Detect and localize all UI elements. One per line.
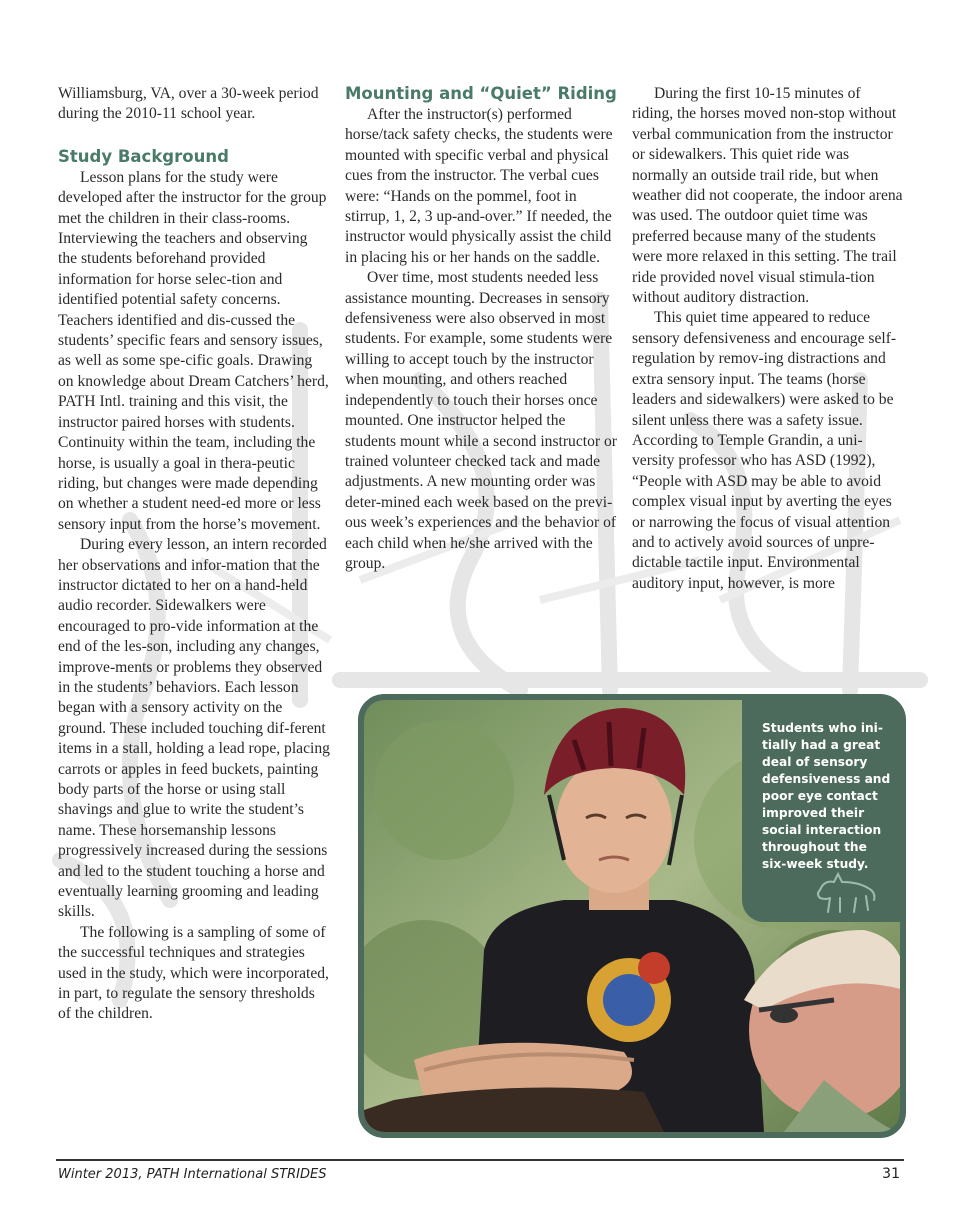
horse-doodle-icon	[810, 870, 880, 918]
text-column-2	[345, 84, 617, 574]
text-column-1	[58, 84, 330, 1025]
body-paragraph: After the instructor(s) performed horse/tack safety checks, the students were mounted with specific verbal and physical cues from the instructor. The verbal cues were: “Hands on the pommel, foot in stirrup, 1, 2, 3 up-and-over.” If needed, the instructor would physically assist the child in placing his or her hands on the saddle.	[345, 106, 613, 266]
section-heading-study-background: Study Background	[58, 146, 229, 166]
text-column-3	[632, 84, 904, 594]
body-paragraph: Lesson plans for the study were developed after the instructor for the group met the children in their class-rooms. Interviewing the teachers and observing the students beforehand provided information for horse selec-tion and identified potential safety concerns. Teachers identified and dis-cussed the students’ specific fears and sensory issues, as well as some spe-cific goals. Drawing on knowledge about Dream Catchers’ herd, PATH Intl. training and this visit, the instructor paired horses with students. Continuity within the team, including the horse, is usually a goal in thera-peutic riding, but changes were made depending on whether a student need-ed more or less sensory input from the horse’s movement.	[58, 168, 329, 533]
body-paragraph: During every lesson, an intern recorded her observations and infor-mation that the instructor dictated to her on a hand-held audio recorder. Sidewalkers were encouraged to pro-vide information at the end of the les-son, including any changes, improve-ments or problems they observed in the students’ behaviors. Each lesson began with a sensory activity on the ground. These included touching dif-ferent items in a stall, holding a lead rope, placing carrots or apples in feed buckets, painting body parts of the horse or using stall shavings and glue to write the student’s name. These horsemanship lessons progressively increased during the sessions and led to the student touching a horse and eventually learning grooming and leading skills.	[58, 536, 330, 921]
page-number: 31	[882, 1166, 900, 1182]
section-heading-mounting: Mounting and “Quiet” Riding	[345, 84, 617, 103]
photo-caption	[742, 700, 900, 922]
caption-text: Students who ini-tially had a great deal of sensory defensiveness and poor eye contact improved their social interaction throughout the six-week study.	[762, 721, 891, 871]
body-paragraph: The following is a sampling of some of the successful techniques and strategies used in the study, which were incorporated, in part, to regulate the sensory thresholds of the children.	[58, 923, 329, 1023]
intro-paragraph: Williamsburg, VA, over a 30-week period during the 2010-11 school year.	[58, 85, 319, 123]
body-paragraph: This quiet time appeared to reduce sensory defensiveness and encourage self-regulation by remov-ing distractions and extra sensory input. The teams (horse leaders and sidewalkers) were asked to be silent unless there was a safety issue. According to Temple Grandin, a uni-versity professor who has ASD (1992), “People with ASD may be able to avoid complex visual input by averting the eyes or narrowing the focus of visual attention and to actively avoid sources of unpre-dictable tactile input. Environmental auditory input, however, is more	[632, 309, 897, 592]
body-paragraph: Over time, most students needed less assistance mounting. Decreases in sensory defensiveness were also observed in most students. For example, some students were willing to accept touch by the instructor when mounting, and others reached independently to touch their horses once mounted. One instructor helped the students mount while a second instructor or trained volunteer checked tack and made adjustments. A new mounting order was deter-mined each week based on the previ-ous week’s experiences and the behavior of each child when he/she arrived with the group.	[345, 269, 617, 572]
footer-publication: Winter 2013, PATH International STRIDES	[58, 1167, 327, 1182]
footer-divider	[56, 1159, 904, 1161]
body-paragraph: During the first 10-15 minutes of riding, the horses moved non-stop without verbal communication from the instructor or sidewalkers. This quiet ride was normally an outside trail ride, but when weather did not cooperate, the indoor arena was used. The outdoor quiet time was preferred because many of the students were more relaxed in this setting. The trail ride provided novel visual stimula-tion without auditory distraction.	[632, 85, 903, 307]
